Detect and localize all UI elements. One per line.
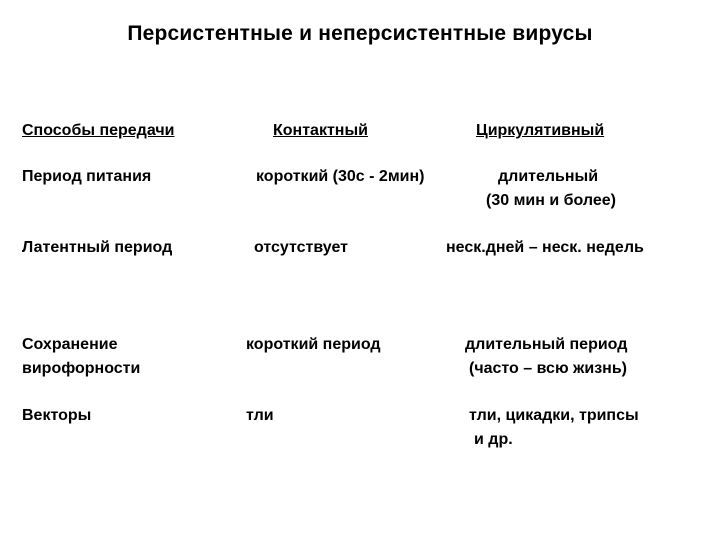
row-feeding-circulative-line2: (30 мин и более) xyxy=(486,192,616,209)
row-retention-circulative-line1: длительный период xyxy=(465,336,628,353)
row-retention-label-line1: Сохранение xyxy=(22,336,118,353)
row-retention-contact: короткий период xyxy=(246,336,381,353)
row-vectors-label: Векторы xyxy=(22,407,92,424)
row-retention-circulative-line2: (часто – всю жизнь) xyxy=(469,360,628,377)
slide-title: Персистентные и неперсистентные вирусы xyxy=(127,22,593,45)
row-vectors-circulative-line2: и др. xyxy=(474,431,513,448)
row-vectors-circulative-line1: тли, цикадки, трипсы xyxy=(469,407,639,424)
row-latent-circulative: неск.дней – неск. недель xyxy=(446,239,644,256)
row-feeding-circulative-line1: длительный xyxy=(498,168,599,185)
row-vectors-contact: тли xyxy=(246,407,274,424)
row-feeding-label: Период питания xyxy=(22,168,152,185)
header-circulative: Циркулятивный xyxy=(476,122,605,139)
row-latent-label: Латентный период xyxy=(22,239,173,256)
row-retention-label-line2: вирофорности xyxy=(22,360,141,377)
header-label: Способы передачи xyxy=(22,122,175,139)
row-latent-contact: отсутствует xyxy=(254,239,348,256)
row-feeding-contact: короткий (30с - 2мин) xyxy=(256,168,425,185)
header-contact: Контактный xyxy=(273,122,368,139)
